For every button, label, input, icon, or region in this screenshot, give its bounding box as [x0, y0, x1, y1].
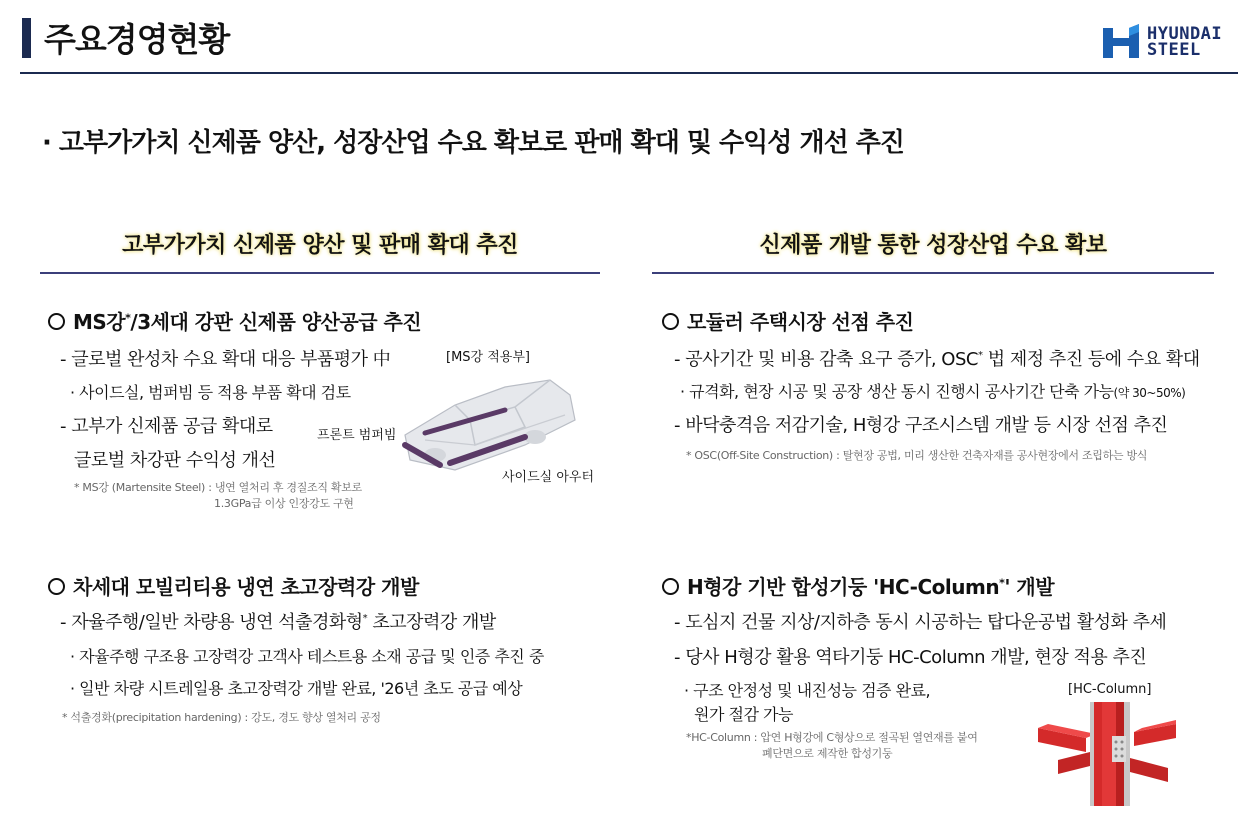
hc-bullet-2: - 당사 H형강 활용 역타기둥 HC-Column 개발, 현장 적용 추진: [674, 647, 1147, 668]
mobility-title: [48, 571, 419, 600]
logo-text-hyundai: HYUNDAI: [1147, 24, 1223, 44]
modular-bullet-1: [674, 345, 1200, 371]
mobility-bullet-1-text-rest: 초고장력강 개발: [367, 612, 496, 633]
circle-bullet-icon: [48, 578, 65, 595]
mobility-subbullet-1: · 자율주행 구조용 고장력강 고객사 테스트용 소재 공급 및 인증 추진 중: [70, 647, 544, 666]
front-bumper-label: 프론트 범퍼빔: [317, 428, 397, 443]
hc-footnote-1: *HC-Column : 압연 H형강에 C형상으로 절곡된 열연재를 붙여: [686, 731, 978, 744]
mobility-bullet-1-text: - 자율주행/일반 차량용 냉연 석출경화형: [60, 612, 363, 633]
company-logo: [1103, 22, 1238, 62]
ms-footnote-2: 1.3GPa급 이상 인장강도 구현: [214, 497, 354, 510]
ms-title-text-rest: /3세대 강판 신제품 양산공급 추진: [130, 310, 422, 334]
modular-subbullet-1: [680, 379, 1185, 402]
ms-figure-caption: [MS강 적용부]: [446, 350, 530, 365]
modular-bullet-1-text: - 공사기간 및 비용 감축 요구 증가, OSC: [674, 349, 978, 370]
modular-footnote: * OSC(Off-Site Construction) : 탈현장 공법, 미리 생산한 건축자재를 공사현장에서 조립하는 방식: [686, 449, 1148, 462]
modular-title-text: 모듈러 주택시장 선점 추진: [687, 310, 914, 334]
car-body-frame-image: [395, 365, 585, 480]
ms-title-footnote-mark: *: [125, 311, 131, 325]
hc-bullet-1: - 도심지 건물 지상/지하층 동시 시공하는 탑다운공법 활성화 추세: [674, 612, 1167, 633]
ms-bullet-1: - 글로벌 완성차 수요 확대 대응 부품평가 中: [60, 349, 391, 370]
hc-figure-caption: [HC-Column]: [1068, 682, 1152, 697]
header-divider: [20, 72, 1238, 74]
left-column-rule: [40, 272, 600, 274]
hc-title-footnote-mark: *: [999, 576, 1005, 590]
hc-column-image: [1038, 702, 1176, 806]
mobility-subbullet-2: · 일반 차량 시트레일용 초고장력강 개발 완료, '26년 초도 공급 예상: [70, 679, 523, 698]
mobility-footnote: * 석출경화(precipitation hardening) : 강도, 경도 향상 열처리 공정: [62, 711, 381, 724]
headline: · 고부가가치 신제품 양산, 성장산업 수요 확보로 판매 확대 및 수익성 개선 추진: [42, 128, 904, 158]
mobility-title-text: 차세대 모빌리티용 냉연 초고장력강 개발: [73, 575, 419, 599]
ms-subbullet-1: · 사이드실, 범퍼빔 등 적용 부품 확대 검토: [70, 383, 351, 402]
logo-text-steel: STEEL: [1147, 40, 1201, 60]
hc-title-text-rest: ' 개발: [1004, 575, 1055, 599]
left-column-heading: 고부가가치 신제품 양산 및 판매 확대 추진: [122, 233, 518, 258]
page-title: 주요경영현황: [44, 20, 230, 59]
mobility-footnote-mark: *: [362, 613, 368, 624]
right-column-heading: 신제품 개발 통한 성장산업 수요 확보: [759, 233, 1107, 258]
hc-subbullet-1: · 구조 안정성 및 내진성능 검증 완료,: [684, 681, 931, 700]
circle-bullet-icon: [662, 313, 679, 330]
hc-title-text: H형강 기반 합성기둥 'HC-Column: [687, 575, 1000, 599]
hyundai-steel-logo-icon: [1103, 24, 1141, 60]
ms-bullet-2-cont: 글로벌 차강판 수익성 개선: [74, 450, 276, 471]
ms-steel-title: [48, 306, 421, 335]
modular-subbullet-1-text: · 규격화, 현장 시공 및 공장 생산 동시 진행시 공사기간 단축 가능: [680, 382, 1114, 401]
modular-bullet-2: - 바닥충격음 저감기술, H형강 구조시스템 개발 등 시장 선점 추진: [674, 415, 1168, 436]
ms-footnote-1: * MS강 (Martensite Steel) : 냉연 열처리 후 경질조직 확보로: [74, 481, 362, 494]
ms-title-text: MS강: [73, 310, 126, 334]
circle-bullet-icon: [662, 578, 679, 595]
modular-footnote-mark: *: [977, 350, 983, 361]
ms-bullet-2: - 고부가 신제품 공급 확대로: [60, 416, 273, 437]
modular-subbullet-1-note: (약 30~50%): [1113, 386, 1186, 400]
hc-footnote-2: 폐단면으로 제작한 합성기둥: [762, 747, 893, 760]
modular-title: [662, 306, 913, 335]
hc-column-title: [662, 571, 1054, 600]
title-accent-bar: [22, 18, 31, 58]
modular-bullet-1-text-rest: 법 제정 추진 등에 수요 확대: [982, 349, 1200, 370]
hc-subbullet-1-cont: 원가 절감 가능: [694, 705, 793, 724]
right-column-rule: [652, 272, 1214, 274]
mobility-bullet-1: [60, 608, 496, 634]
circle-bullet-icon: [48, 313, 65, 330]
side-sill-label: 사이드실 아우터: [502, 470, 595, 485]
